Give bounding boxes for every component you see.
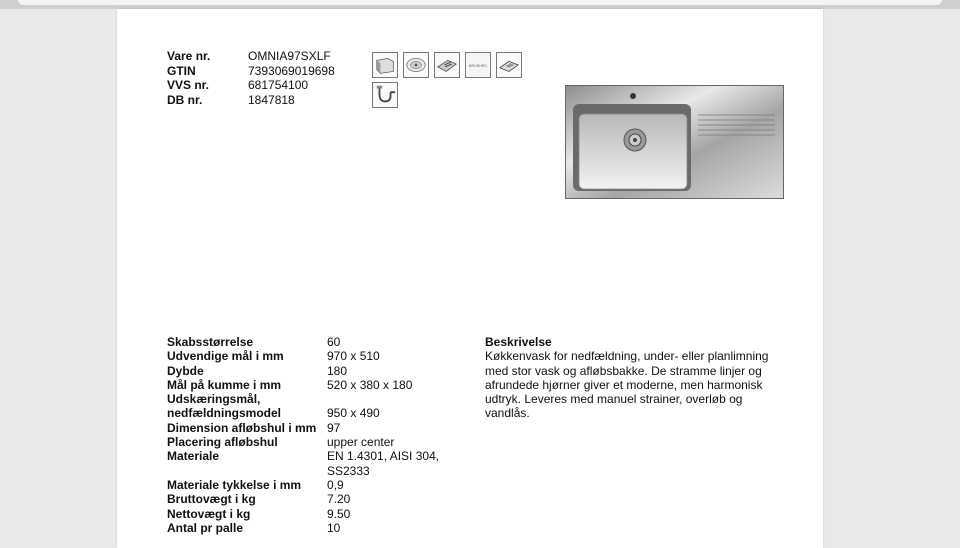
- spec-row: [167, 406, 447, 420]
- spec-value: 950 x 490: [327, 406, 380, 421]
- undermount-icon: [372, 52, 398, 78]
- spec-value: 10: [327, 520, 341, 535]
- spec-value: 180: [327, 363, 348, 378]
- spec-row: [167, 378, 447, 392]
- description-line: med stor vask og afløbsbakke. De stramme linjer og: [485, 363, 762, 378]
- inset-icon: [496, 52, 522, 78]
- spec-label: Skabsstørrelse: [167, 335, 254, 349]
- spec-table: [167, 335, 447, 535]
- id-value: 7393069019698: [248, 63, 335, 78]
- spec-value: 97: [327, 420, 341, 435]
- spec-label: Antal pr palle: [167, 520, 244, 535]
- spec-label: Udvendige mål i mm: [167, 349, 284, 364]
- spec-value: 520 x 380 x 180: [327, 377, 413, 392]
- spec-value: 60: [327, 335, 341, 349]
- spec-row: [167, 507, 447, 521]
- spec-label: nedfældningsmodel: [167, 406, 281, 421]
- strainer-icon: [403, 52, 429, 78]
- id-row: [167, 93, 335, 108]
- spec-value: 9.50: [327, 506, 351, 521]
- spec-label: Placering afløbshul: [167, 435, 278, 450]
- spec-row: [167, 449, 447, 463]
- spec-label: [167, 464, 327, 478]
- spec-label: Nettovægt i kg: [167, 506, 251, 521]
- spec-row: [167, 364, 447, 378]
- viewer-top-bar-inner: [18, 0, 942, 5]
- spec-row: [167, 492, 447, 506]
- spec-label: Dybde: [167, 363, 204, 378]
- spec-row: [167, 521, 447, 535]
- product-id-list: [167, 49, 335, 107]
- spec-label: Mål på kumme i mm: [167, 377, 282, 392]
- spec-row: [167, 392, 447, 406]
- brushed-icon-text: BRUSHED: [468, 63, 488, 68]
- spec-row: [167, 335, 447, 349]
- spec-value: 7.20: [327, 492, 351, 507]
- spec-value: upper center: [327, 435, 395, 450]
- id-label: Vare nr.: [167, 49, 211, 63]
- viewer-top-bar: [0, 0, 960, 9]
- spec-value: SS2333: [327, 463, 370, 478]
- id-row: [167, 64, 335, 79]
- id-label: GTIN: [167, 63, 196, 78]
- id-label: DB nr.: [167, 92, 203, 107]
- id-value: 681754100: [248, 78, 309, 92]
- spec-row: [167, 464, 447, 478]
- spec-label: Materiale: [167, 449, 220, 464]
- stainless-steel-sink-image: [565, 85, 784, 199]
- brushed-finish-icon: [465, 52, 491, 78]
- spec-value: 970 x 510: [327, 349, 380, 364]
- description-line: afrundede hjørner giver et moderne, men harmonisk: [485, 377, 763, 392]
- spec-value: EN 1.4301, AISI 304,: [327, 449, 440, 464]
- spec-row: [167, 478, 447, 492]
- spec-row: [167, 349, 447, 363]
- description-line: Køkkenvask for nedfældning, under- eller planlimning: [485, 349, 769, 364]
- spec-label: Udskæringsmål,: [167, 392, 261, 407]
- description-line: vandlås.: [485, 406, 530, 421]
- description-block: [485, 335, 795, 421]
- spec-label: Bruttovægt i kg: [167, 492, 256, 507]
- drainboard-icon: [434, 52, 460, 78]
- spec-value: [327, 392, 447, 406]
- spec-label: Materiale tykkelse i mm: [167, 477, 302, 492]
- description-title: Beskrivelse: [485, 335, 552, 349]
- id-value: 1847818: [248, 92, 295, 107]
- spec-row: [167, 435, 447, 449]
- id-value: OMNIA97SXLF: [248, 49, 331, 63]
- id-row: [167, 78, 335, 93]
- id-row: [167, 49, 335, 64]
- siphon-icon: [372, 82, 398, 108]
- description-line: udtryk. Leveres med manuel strainer, overløb og: [485, 392, 743, 407]
- document-page: [117, 9, 823, 548]
- spec-row: [167, 421, 447, 435]
- spec-label: Dimension afløbshul i mm: [167, 420, 317, 435]
- id-label: VVS nr.: [167, 78, 210, 92]
- spec-value: 0,9: [327, 477, 344, 492]
